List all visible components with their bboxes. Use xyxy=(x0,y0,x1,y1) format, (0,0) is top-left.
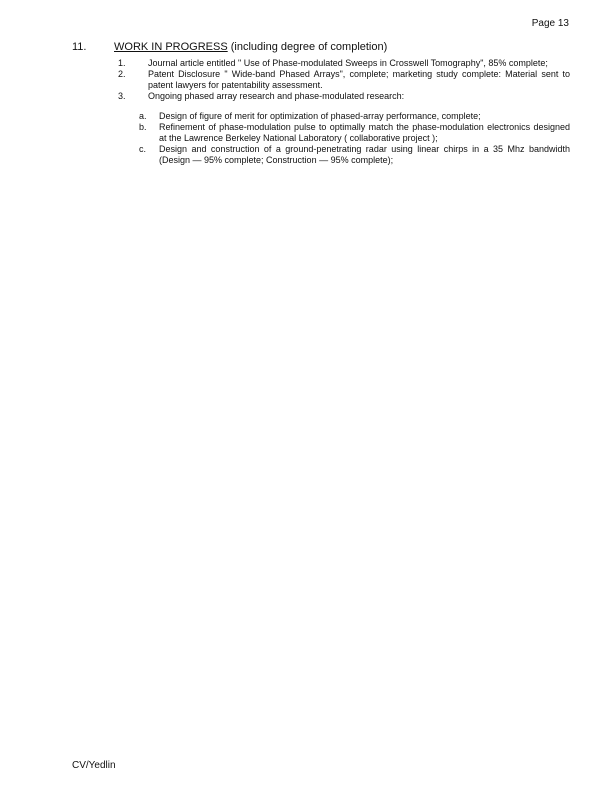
list-item xyxy=(118,69,570,91)
numbered-list xyxy=(72,58,570,166)
sub-list-item-letter: a. xyxy=(139,111,147,121)
sub-list-item-letter: c. xyxy=(139,144,147,154)
lettered-list xyxy=(72,111,570,166)
section-subtitle: (including degree of completion) xyxy=(227,41,388,53)
work-in-progress-section xyxy=(72,41,570,166)
sub-list-item-text: Design of figure of merit for optimization of phased-array performance, complete; xyxy=(159,111,481,121)
section-number: 11. xyxy=(72,41,87,53)
list-item-text: Ongoing phased array research and phase-modulated research: xyxy=(148,91,405,101)
sub-list-item-text: Design and construction of a ground-penetrating radar using linear chirps in a 35 Mhz bandwidth (Design — 95% complete; Construction — 95% complete); xyxy=(159,144,570,165)
footer-text: CV/Yedlin xyxy=(72,760,116,771)
sub-list-item-letter: b. xyxy=(139,122,147,132)
sub-list-item xyxy=(139,111,570,122)
list-item-number: 1. xyxy=(118,58,126,68)
list-item-text: Patent Disclosure " Wide-band Phased Arrays", complete; marketing study complete: Material sent to patent lawyers for patentability assessment. xyxy=(148,69,570,90)
sub-list-item-text: Refinement of phase-modulation pulse to optimally match the phase-modulation electronics designed at the Lawrence Berkeley National Laboratory ( collaborative project ); xyxy=(159,122,570,143)
page-number: Page 13 xyxy=(531,18,569,29)
list-item-number: 3. xyxy=(118,91,126,101)
list-item xyxy=(118,58,570,69)
sub-list-item xyxy=(139,122,570,144)
list-item-text: Journal article entitled " Use of Phase-modulated Sweeps in Crosswell Tomography", 85% complete; xyxy=(148,58,548,68)
list-item-number: 2. xyxy=(118,69,126,79)
list-item xyxy=(118,91,570,102)
sub-list-item xyxy=(139,144,570,166)
section-title: WORK IN PROGRESS xyxy=(114,41,228,53)
section-heading xyxy=(72,41,570,53)
